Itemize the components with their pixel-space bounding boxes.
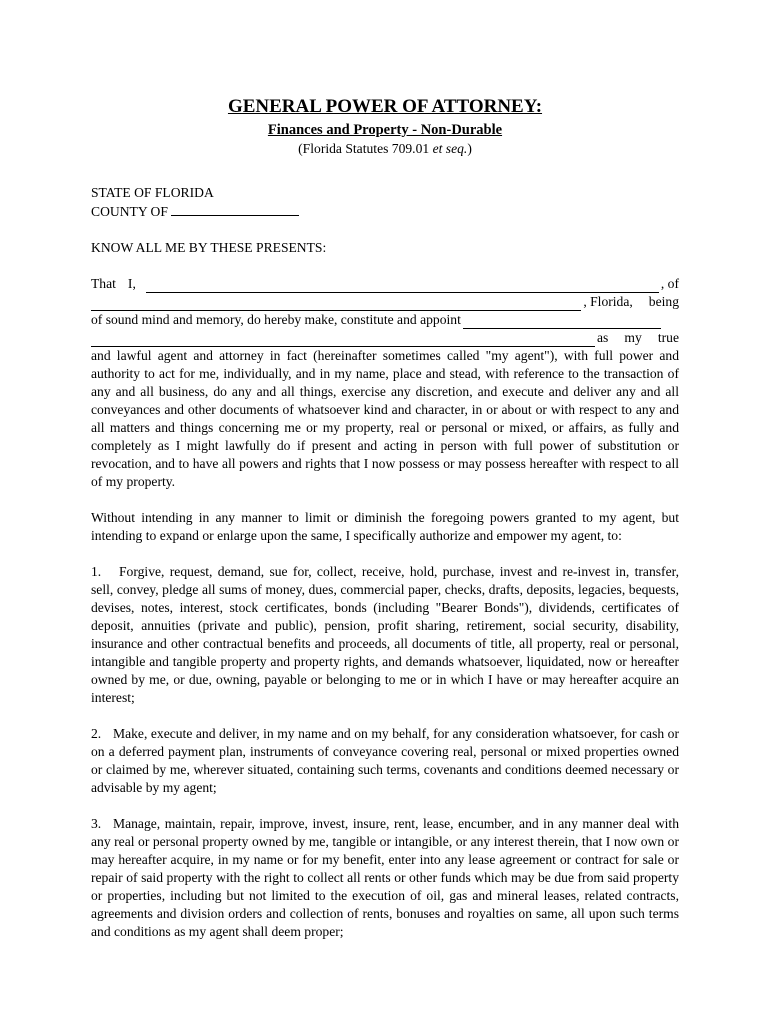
my-word: my <box>624 330 642 345</box>
item-number: 3. <box>91 816 102 831</box>
agent-name-blank[interactable] <box>463 315 661 329</box>
grantor-address-blank[interactable] <box>91 297 581 311</box>
county-line <box>91 202 679 221</box>
being-word: being <box>648 294 679 309</box>
agent-address-blank[interactable] <box>91 333 595 347</box>
item-number: 2. <box>91 726 102 741</box>
power-item-3 <box>91 815 679 941</box>
power-item-2 <box>91 725 679 797</box>
grantor-name-blank[interactable] <box>146 279 659 293</box>
item-number: 1. <box>91 564 102 579</box>
agent-powers-paragraph: and lawful agent and attorney in fact (hereinafter sometimes called "my agent"), with full power and authority to act for me, individually, and in my name, place and stead, with reference to the transaction of any and all business, do any and all things, exercise any discretion, and execute and deliver any and all conveyances and other documents of whatsoever kind and character, in or about or with respect to any and all matters and things concerning me or my property, real or personal or mixed, or affairs, as fully and completely as I might lawfully do if present and acting in person with full power of substitution or revocation, and to have all powers and rights that I now possess or may possess hereafter with respect to all of my property. <box>91 348 679 489</box>
item-text: Make, execute and deliver, in my name and on my behalf, for any consideration whatsoever, for cash or on a deferred payment plan, instruments of conveyance covering real, personal or mixed properties owned or claimed by me, wherever situated, containing such terms, covenants and conditions deemed necessary or advisable by my agent; <box>91 726 679 795</box>
grantor-address-line <box>91 293 679 311</box>
i-word: I, <box>127 276 136 291</box>
statute-italic: et seq. <box>432 141 468 156</box>
appoint-text: of sound mind and memory, do hereby make, constitute and appoint <box>91 312 461 327</box>
document-title: GENERAL POWER OF ATTORNEY: <box>227 96 543 117</box>
document-page <box>91 96 679 941</box>
statute-prefix: (Florida Statutes 709.01 <box>298 141 433 156</box>
as-word: as <box>597 330 609 345</box>
that-word: That <box>91 276 116 291</box>
grantor-name-line <box>91 275 679 293</box>
power-item-1 <box>91 563 679 707</box>
true-word: true <box>657 330 679 345</box>
florida-word: , Florida, <box>583 294 633 309</box>
statute-suffix: ) <box>467 141 472 156</box>
know-all-heading: KNOW ALL ME BY THESE PRESENTS: <box>91 240 327 255</box>
document-subtitle <box>91 120 679 140</box>
appoint-line <box>91 311 679 329</box>
item-text: Forgive, request, demand, sue for, collect, receive, hold, purchase, invest and re-invest in, transfer, sell, convey, pledge all sums of money, dues, commercial paper, checks, drafts, deposits, legacies, bequests, devises, notes, interest, stock certificates, bonds (including "Bearer Bonds"), dividends, certificates of deposit, annuities (private and public), pension, profit sharing, retirement, social security, disability, insurance and other contractual benefits and proceeds, all documents of title, all property, real or personal, intangible and tangible property and property rights, and demands whatsoever, liquidated, now or hereafter owned by me, or due, owning, payable or belonging to me or in which I have or may hereafter acquire an interest; <box>91 564 679 705</box>
jurisdiction-block <box>91 184 679 221</box>
agent-true-line <box>91 329 679 347</box>
county-label: COUNTY OF <box>91 204 168 219</box>
subtitle-text: Finances and Property - Non-Durable <box>267 122 503 138</box>
item-text: Manage, maintain, repair, improve, invest, insure, rent, lease, encumber, and in any manner deal with any real or personal property owned by me, tangible or intangible, or any interest therein, that I now own or may hereafter acquire, in my name or for my benefit, enter into any lease agreement or contract for sale or repair of said property with the right to collect all rents or other funds which may be due from said property or properties, including but not limited to the execution of oil, gas and mineral leases, related contracts, agreements and division orders and collection of rents, bonuses and royalties on same, all upon such terms and conditions as my agent shall deem proper; <box>91 816 679 939</box>
of-word: , of <box>660 276 679 291</box>
statute-reference <box>91 140 679 158</box>
grantor-block <box>91 275 679 491</box>
county-blank-field[interactable] <box>171 202 299 216</box>
without-intending-paragraph: Without intending in any manner to limit or diminish the foregoing powers granted to my agent, but intending to expand or enlarge upon the same, I specifically authorize and empower my agent, to: <box>91 510 679 543</box>
state-label: STATE OF FLORIDA <box>91 185 214 200</box>
as-my-true <box>597 329 679 347</box>
